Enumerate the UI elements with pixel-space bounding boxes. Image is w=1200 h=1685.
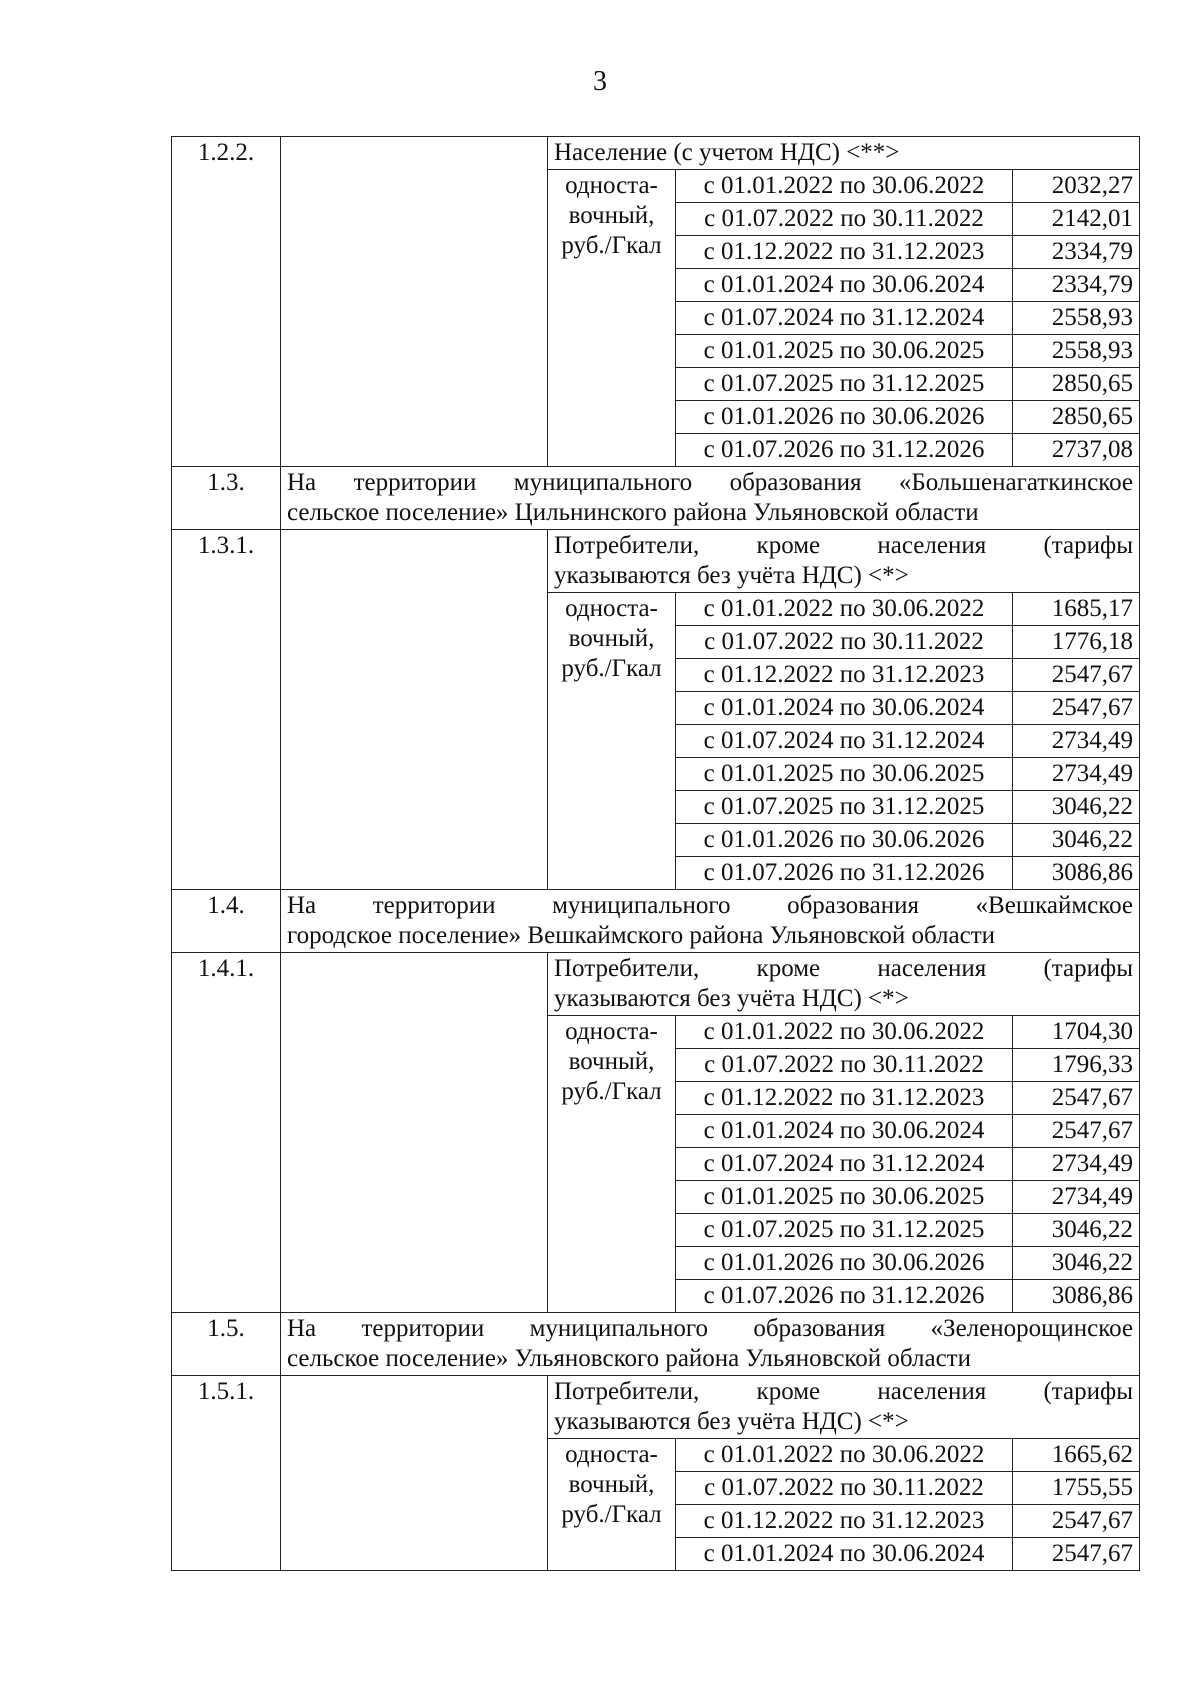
rate-period: с 01.01.2022 по 30.06.2022 [676,593,1013,626]
empty-cell [281,1376,548,1571]
rate-value: 2547,67 [1013,659,1140,692]
rate-value: 3086,86 [1013,857,1140,890]
rate-value: 1665,62 [1013,1439,1140,1472]
rate-value: 2850,65 [1013,368,1140,401]
rate-period: с 01.01.2024 по 30.06.2024 [676,1115,1013,1148]
section-number: 1.3. [172,467,281,530]
rate-value: 3046,22 [1013,791,1140,824]
rate-value: 2142,01 [1013,203,1140,236]
rate-period: с 01.07.2024 по 31.12.2024 [676,1148,1013,1181]
rate-value: 1685,17 [1013,593,1140,626]
rate-value: 1704,30 [1013,1016,1140,1049]
rate-period: с 01.01.2024 по 30.06.2024 [676,1538,1013,1571]
rate-period: с 01.07.2022 по 30.11.2022 [676,1049,1013,1082]
tariff-unit-line: односта- [565,172,658,199]
tariff-unit-line: вочный, [568,1471,655,1498]
rate-value: 2547,67 [1013,1505,1140,1538]
rate-period: с 01.07.2025 по 31.12.2025 [676,1214,1013,1247]
page-number: 3 [593,66,607,97]
tariff-unit [548,593,676,890]
section-heading-line1: На территории муниципального образования «Зеленорощинское [287,1315,1134,1342]
tariff-unit-line: руб./Гкал [561,232,662,259]
rate-value: 1755,55 [1013,1472,1140,1505]
rate-value: 2547,67 [1013,1115,1140,1148]
rate-value: 2734,49 [1013,1181,1140,1214]
rate-value: 2547,67 [1013,692,1140,725]
tariff-unit-line: односта- [565,1441,658,1468]
consumer-category-line2: указываются без учёта НДС) <*> [554,562,909,589]
tariff-unit [548,170,676,467]
rate-value: 2734,49 [1013,725,1140,758]
rate-period: с 01.01.2025 по 30.06.2025 [676,758,1013,791]
consumer-category-line1: Население (с учетом НДС) <**> [554,139,900,166]
empty-cell [281,137,548,467]
rate-value: 1796,33 [1013,1049,1140,1082]
consumer-row [172,137,1140,170]
tariff-table-body [172,137,1140,1571]
rate-value: 2558,93 [1013,302,1140,335]
consumer-category-line1: Потребители, кроме населения (тарифы [554,1378,1134,1405]
rate-value: 2032,27 [1013,170,1140,203]
empty-cell [281,530,548,890]
rate-value: 3086,86 [1013,1280,1140,1313]
rate-period: с 01.12.2022 по 31.12.2023 [676,659,1013,692]
consumer-category [548,953,1140,1016]
section-heading [281,1313,1140,1376]
rate-value: 2334,79 [1013,269,1140,302]
section-heading-row [172,1313,1140,1376]
rate-period: с 01.12.2022 по 31.12.2023 [676,236,1013,269]
rate-period: с 01.01.2025 по 30.06.2025 [676,335,1013,368]
rate-period: с 01.01.2026 по 30.06.2026 [676,1247,1013,1280]
rate-value: 2547,67 [1013,1538,1140,1571]
rate-period: с 01.07.2024 по 31.12.2024 [676,302,1013,335]
rate-period: с 01.01.2022 по 30.06.2022 [676,1439,1013,1472]
rate-period: с 01.12.2022 по 31.12.2023 [676,1505,1013,1538]
tariff-unit-line: вочный, [568,1048,655,1075]
consumer-row [172,953,1140,1016]
rate-period: с 01.01.2025 по 30.06.2025 [676,1181,1013,1214]
tariff-unit-line: руб./Гкал [561,1078,662,1105]
rate-period: с 01.01.2024 по 30.06.2024 [676,269,1013,302]
section-heading-line2: городское поселение» Вешкаймского района Ульяновской области [287,922,996,949]
consumer-category-line1: Потребители, кроме населения (тарифы [554,955,1134,982]
rate-period: с 01.07.2025 по 31.12.2025 [676,791,1013,824]
rate-value: 2734,49 [1013,1148,1140,1181]
empty-cell [281,953,548,1313]
rate-value: 2734,49 [1013,758,1140,791]
consumer-category-line2: указываются без учёта НДС) <*> [554,1408,909,1435]
rate-period: с 01.01.2026 по 30.06.2026 [676,824,1013,857]
rate-value: 2558,93 [1013,335,1140,368]
consumer-category [548,1376,1140,1439]
section-heading [281,890,1140,953]
rate-period: с 01.01.2026 по 30.06.2026 [676,401,1013,434]
consumer-row [172,530,1140,593]
tariff-unit-line: вочный, [568,202,655,229]
section-heading-line2: сельское поселение» Ульяновского района Ульяновской области [287,1345,971,1372]
tariff-unit-line: руб./Гкал [561,1501,662,1528]
consumer-row [172,1376,1140,1439]
rate-value: 2850,65 [1013,401,1140,434]
rate-period: с 01.01.2022 по 30.06.2022 [676,1016,1013,1049]
rate-period: с 01.07.2026 по 31.12.2026 [676,1280,1013,1313]
consumer-category-line2: указываются без учёта НДС) <*> [554,985,909,1012]
section-number: 1.4. [172,890,281,953]
section-heading-line2: сельское поселение» Цильнинского района Ульяновской области [287,499,979,526]
tariff-unit [548,1439,676,1571]
subsection-number: 1.2.2. [172,137,281,467]
consumer-category [548,137,1140,170]
rate-value: 2737,08 [1013,434,1140,467]
subsection-number: 1.5.1. [172,1376,281,1571]
section-heading-line1: На территории муниципального образования «Вешкаймское [287,892,1134,919]
section-heading [281,467,1140,530]
rate-period: с 01.07.2022 по 30.11.2022 [676,203,1013,236]
tariff-unit-line: руб./Гкал [561,655,662,682]
section-number: 1.5. [172,1313,281,1376]
rate-period: с 01.01.2024 по 30.06.2024 [676,692,1013,725]
rate-period: с 01.07.2026 по 31.12.2026 [676,857,1013,890]
subsection-number: 1.3.1. [172,530,281,890]
rate-value: 2547,67 [1013,1082,1140,1115]
tariff-table [171,136,1140,1571]
tariff-unit [548,1016,676,1313]
rate-value: 3046,22 [1013,1214,1140,1247]
rate-period: с 01.07.2024 по 31.12.2024 [676,725,1013,758]
rate-value: 2334,79 [1013,236,1140,269]
rate-value: 1776,18 [1013,626,1140,659]
rate-period: с 01.01.2022 по 30.06.2022 [676,170,1013,203]
rate-value: 3046,22 [1013,1247,1140,1280]
tariff-unit-line: односта- [565,595,658,622]
rate-period: с 01.07.2022 по 30.11.2022 [676,626,1013,659]
rate-period: с 01.07.2022 по 30.11.2022 [676,1472,1013,1505]
section-heading-line1: На территории муниципального образования «Большенагаткинское [287,469,1134,496]
section-heading-row [172,890,1140,953]
rate-period: с 01.07.2025 по 31.12.2025 [676,368,1013,401]
rate-period: с 01.07.2026 по 31.12.2026 [676,434,1013,467]
section-heading-row [172,467,1140,530]
rate-period: с 01.12.2022 по 31.12.2023 [676,1082,1013,1115]
consumer-category [548,530,1140,593]
rate-value: 3046,22 [1013,824,1140,857]
tariff-unit-line: односта- [565,1018,658,1045]
consumer-category-line1: Потребители, кроме населения (тарифы [554,532,1134,559]
subsection-number: 1.4.1. [172,953,281,1313]
tariff-unit-line: вочный, [568,625,655,652]
